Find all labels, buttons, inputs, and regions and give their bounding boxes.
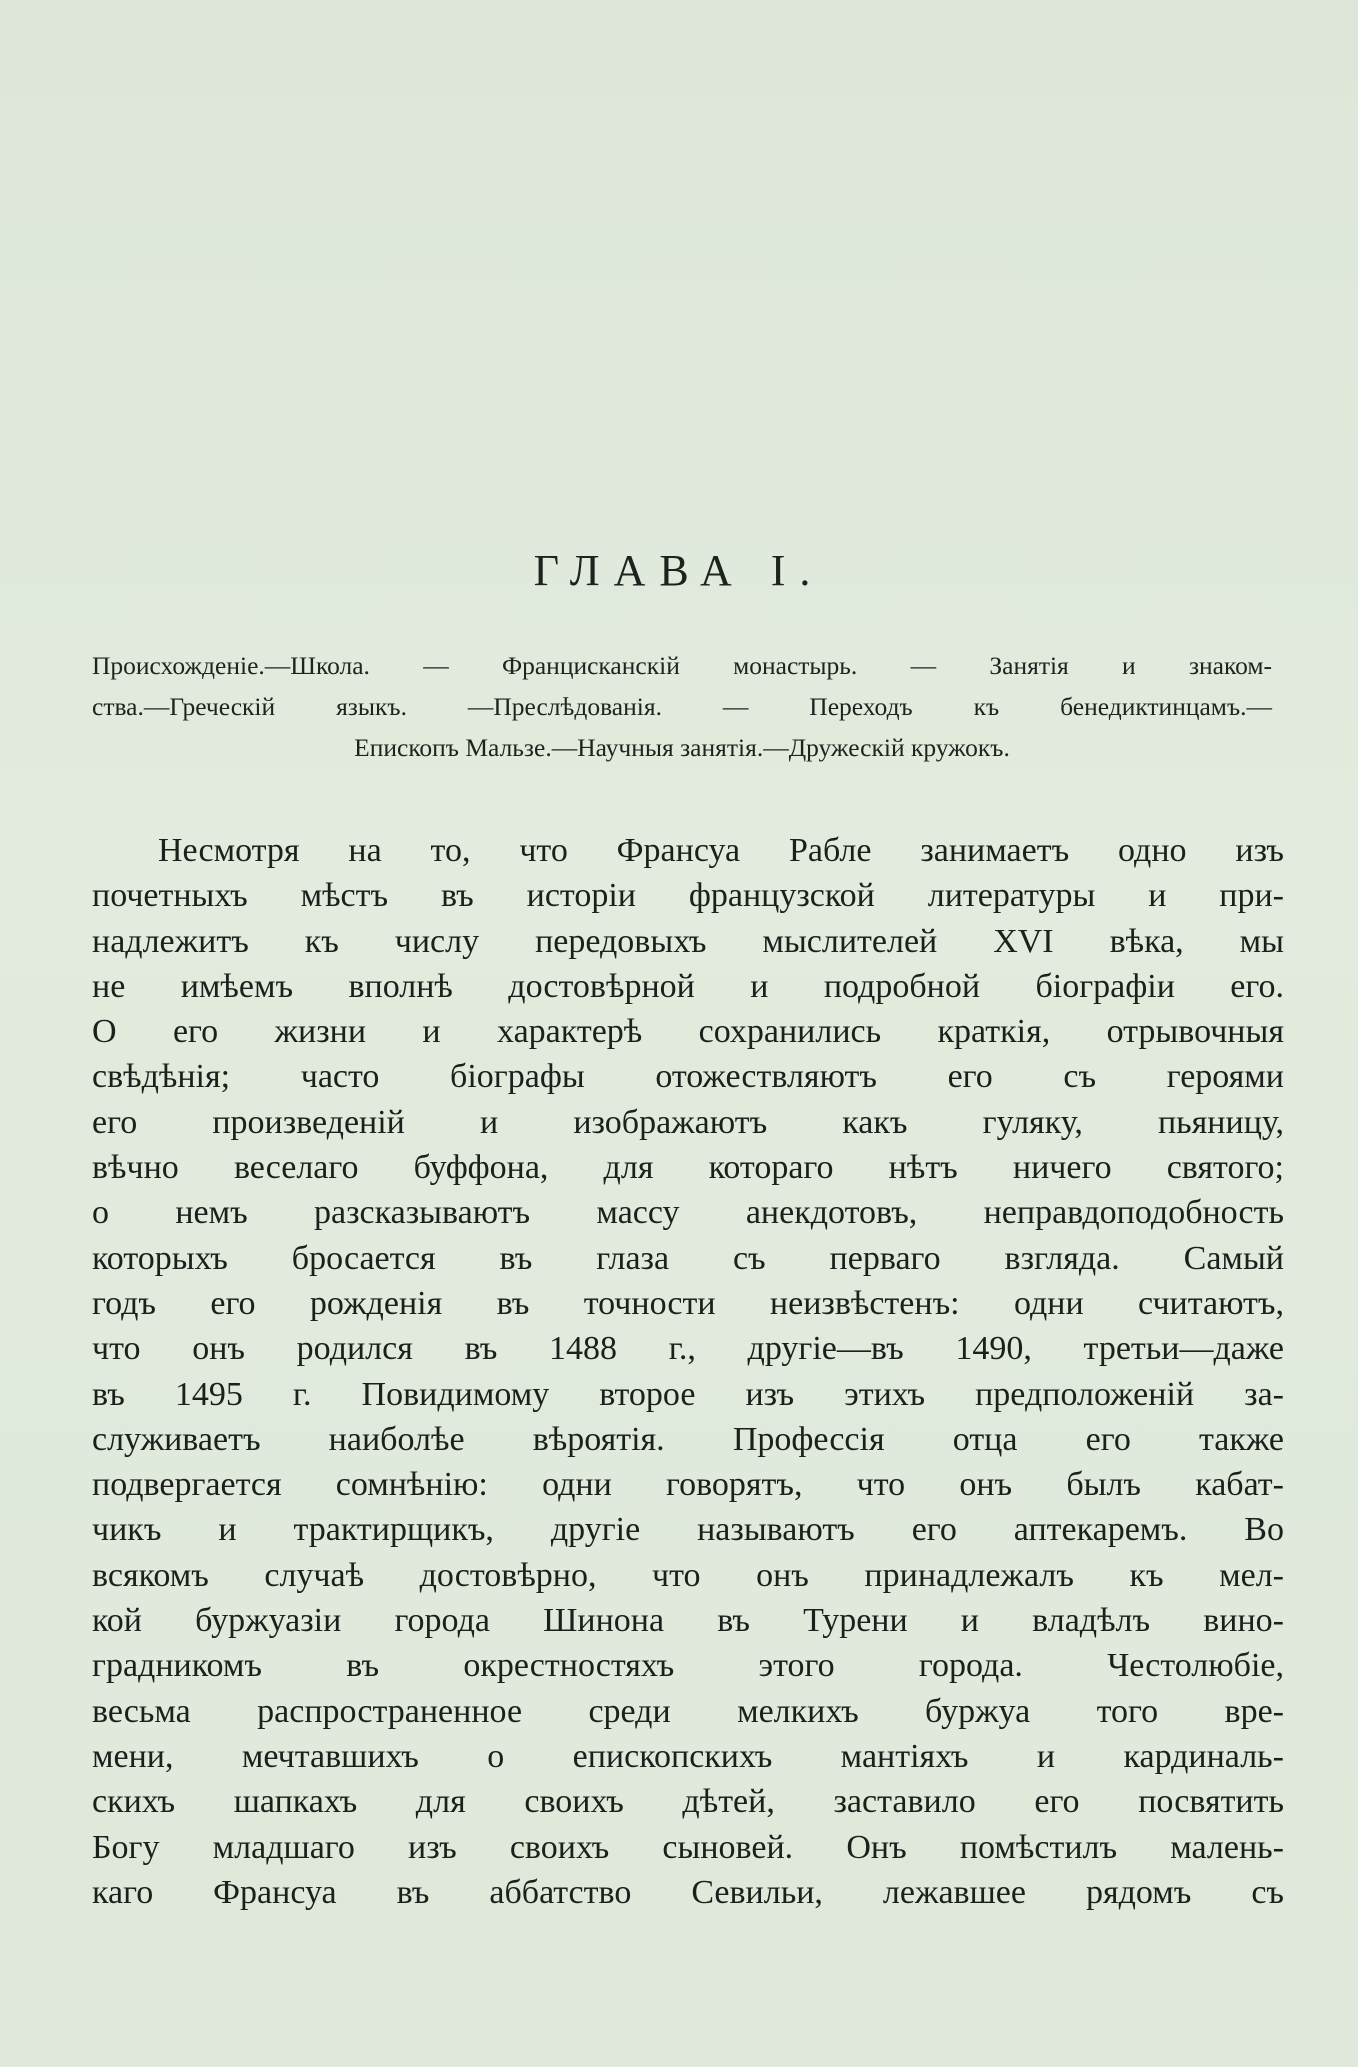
body-line: о немъ разсказываютъ массу анекдотовъ, неправдоподобность [92, 1194, 1284, 1232]
body-line: градникомъ въ окрестностяхъ этого города. Честолюбіе, [92, 1647, 1284, 1685]
body-line: скихъ шапкахъ для своихъ дѣтей, заставило его посвятить [92, 1783, 1284, 1821]
body-line: каго Франсуа въ аббатство Севильи, лежавшее рядомъ съ [92, 1873, 1284, 1911]
body-line: кой буржуазіи города Шинона въ Турени и владѣлъ вино- [92, 1602, 1284, 1640]
chapter-synopsis [92, 645, 1272, 768]
body-line: мени, мечтавшихъ о епископскихъ мантіяхъ и кардиналь- [92, 1737, 1284, 1775]
body-line: которыхъ бросается въ глаза съ перваго взгляда. Самый [92, 1239, 1284, 1277]
synopsis-line: Происхожденіе.—Школа. — Францисканскій монастырь. — Занятія и знаком- [92, 651, 1272, 680]
body-paragraph [92, 828, 1284, 1915]
body-line: О его жизни и характерѣ сохранились краткія, отрывочныя [92, 1013, 1284, 1051]
body-line: всякомъ случаѣ достовѣрно, что онъ принадлежалъ къ мел- [92, 1556, 1284, 1594]
body-line: чикъ и трактирщикъ, другіе называютъ его аптекаремъ. Во [92, 1511, 1284, 1549]
body-line: вѣчно веселаго буффона, для котораго нѣтъ ничего святого; [92, 1149, 1284, 1187]
body-line: не имѣемъ вполнѣ достовѣрной и подробной біографіи его. [92, 967, 1284, 1005]
body-line: почетныхъ мѣстъ въ исторіи французской литературы и при- [92, 877, 1284, 915]
body-line: его произведеній и изображаютъ какъ гуляку, пьяницу, [92, 1103, 1284, 1141]
body-line: весьма распространенное среди мелкихъ буржуа того вре- [92, 1692, 1284, 1730]
body-line: Богу младшаго изъ своихъ сыновей. Онъ помѣстилъ малень- [92, 1828, 1284, 1866]
body-line: служиваетъ наиболѣе вѣроятія. Профессія отца его также [92, 1420, 1284, 1458]
body-line: свѣдѣнія; часто біографы отожествляютъ его съ героями [92, 1058, 1284, 1096]
synopsis-line: ства.—Греческій языкъ. —Преслѣдованія. — Переходъ къ бенедиктинцамъ.— [92, 692, 1272, 721]
synopsis-line: Епископъ Мальзе.—Научныя занятія.—Дружескій кружокъ. [354, 733, 1010, 762]
body-line: годъ его рожденія въ точности неизвѣстенъ: одни считаютъ, [92, 1284, 1284, 1322]
body-line: надлежитъ къ числу передовыхъ мыслителей XVI вѣка, мы [92, 922, 1284, 960]
body-line: что онъ родился въ 1488 г., другіе—въ 1490, третьи—даже [92, 1330, 1284, 1368]
body-line: въ 1495 г. Повидимому второе изъ этихъ предположеній за- [92, 1375, 1284, 1413]
body-line: подвергается сомнѣнію: одни говорятъ, что онъ былъ кабат- [92, 1466, 1284, 1504]
body-line: Несмотря на то, что Франсуа Рабле занимаетъ одно изъ [158, 832, 1284, 869]
chapter-title: ГЛАВА I. [533, 546, 825, 595]
